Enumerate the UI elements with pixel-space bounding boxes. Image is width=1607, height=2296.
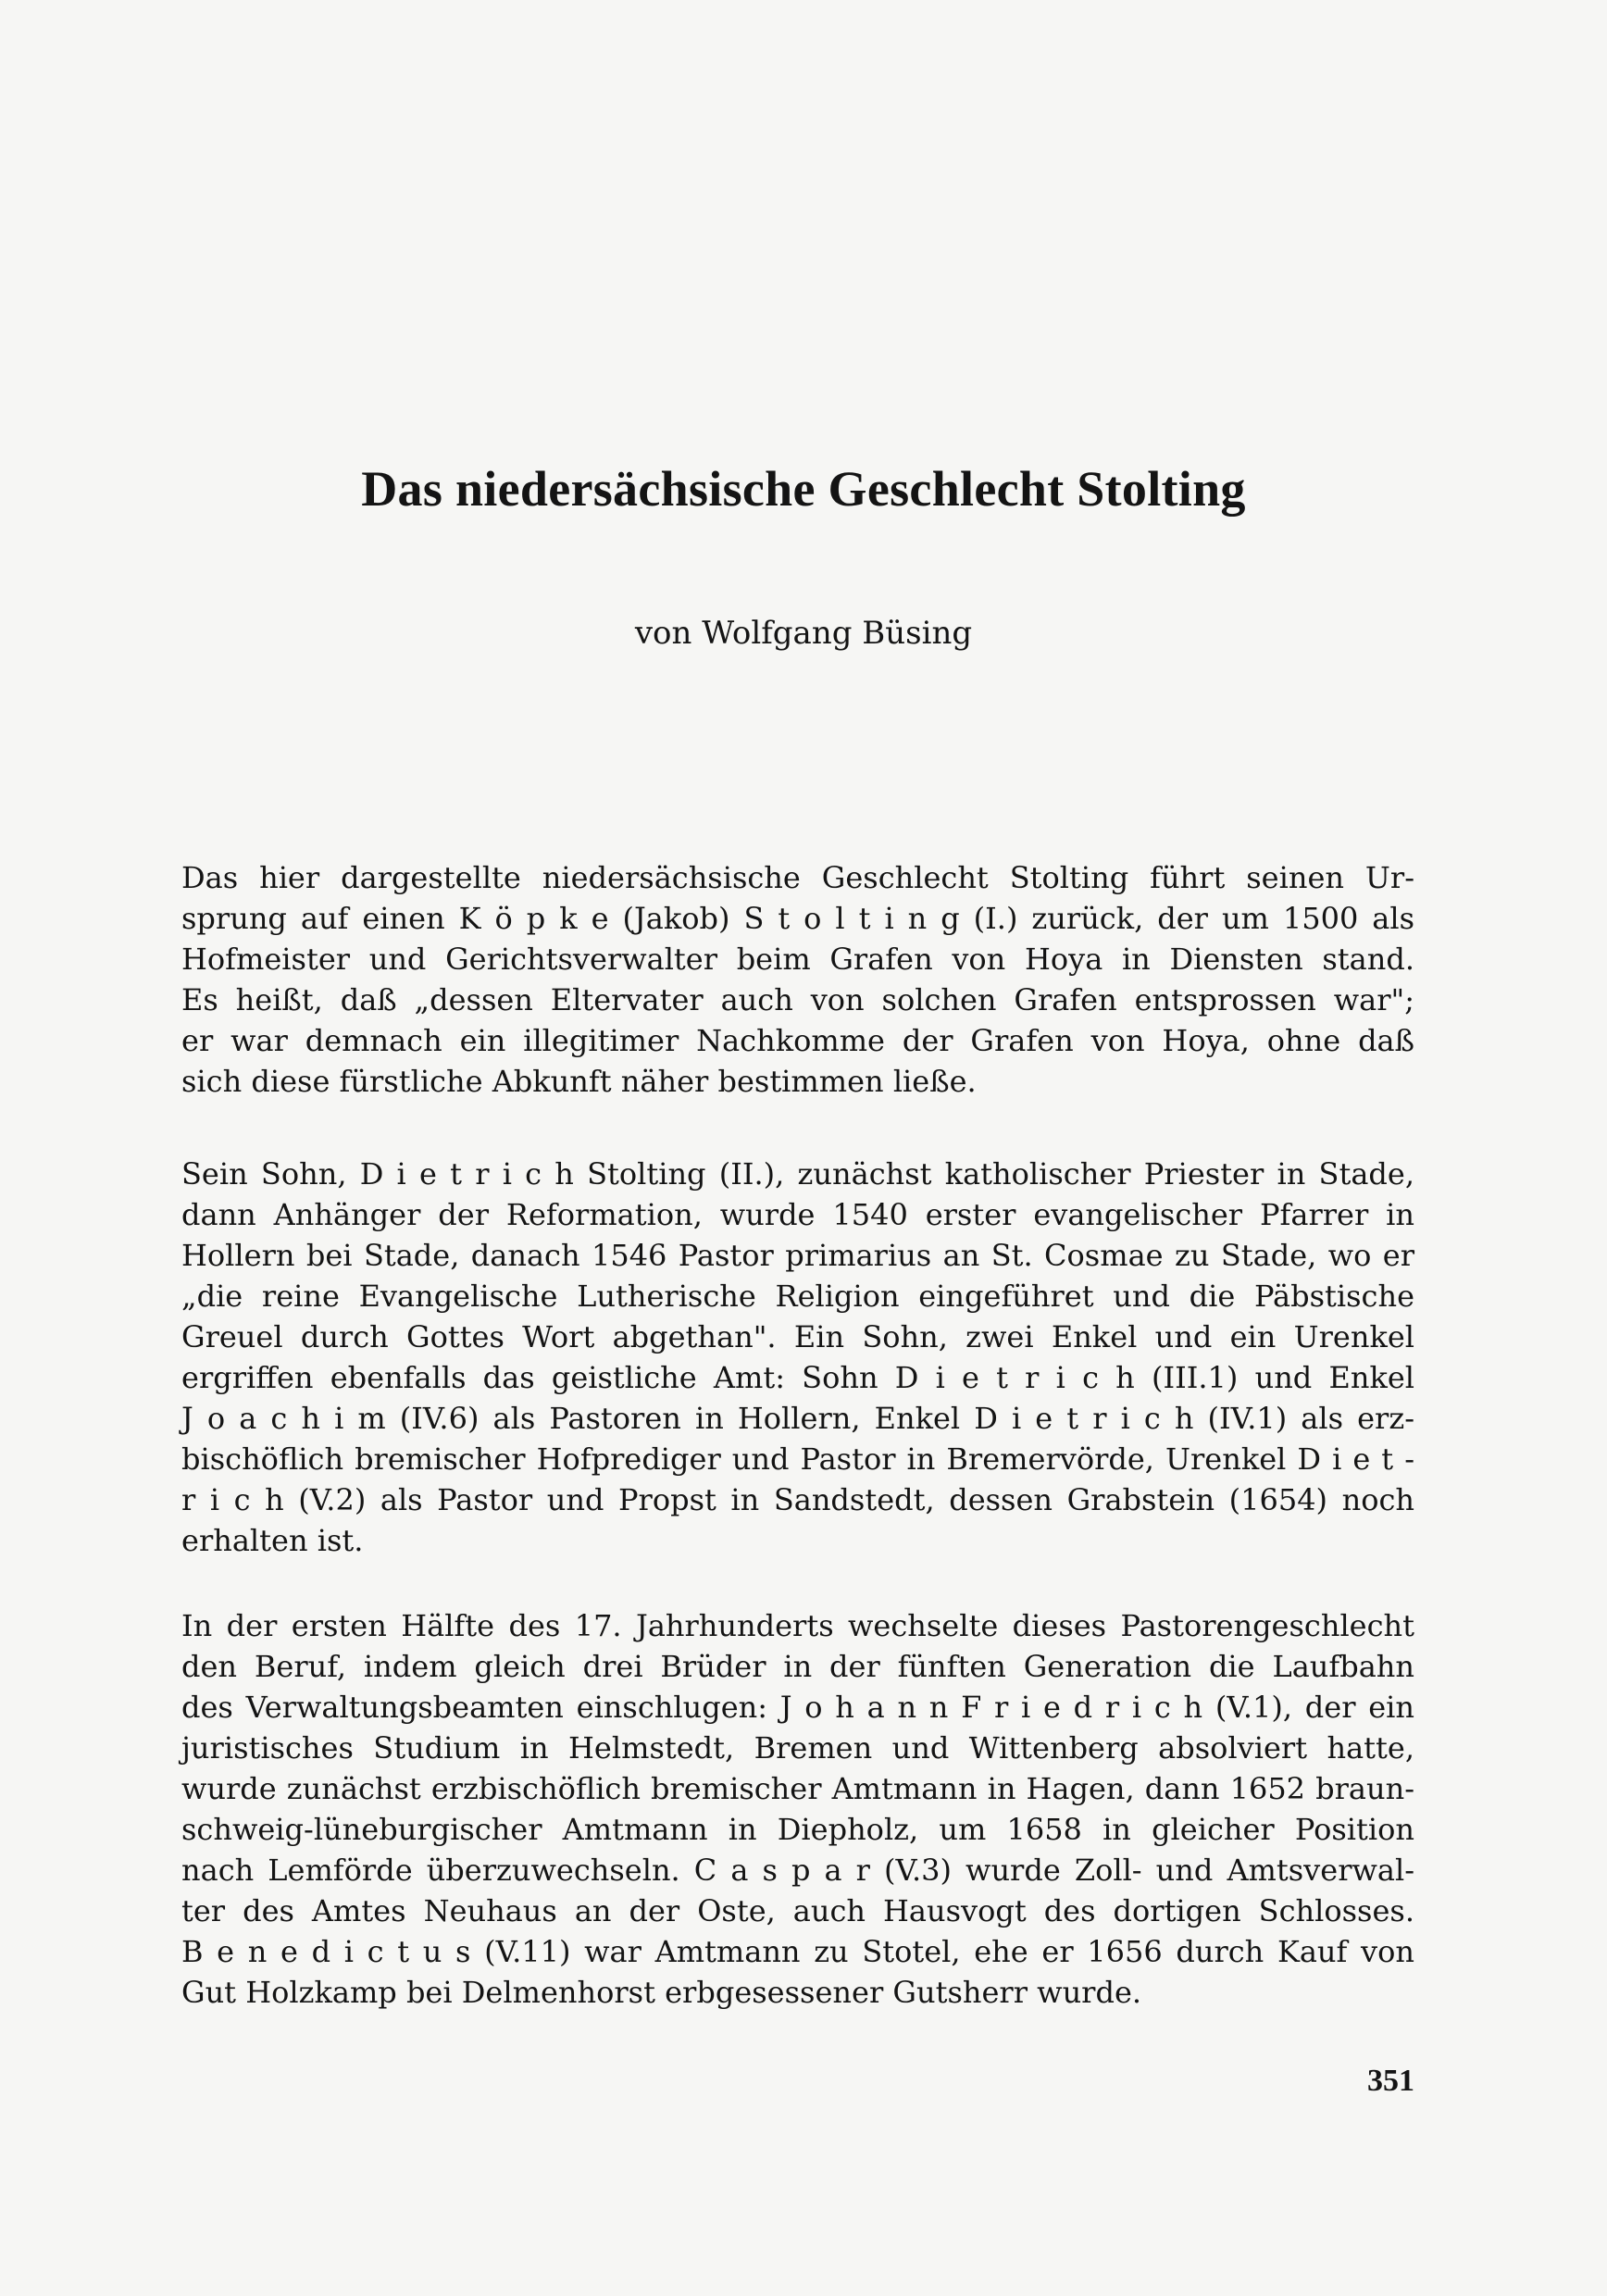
text-line: sich diese fürstliche Abkunft näher bestimmen ließe. bbox=[181, 1064, 977, 1099]
text-line: den Beruf, indem gleich drei Brüder in der fünften Generation die Laufbahn bbox=[181, 1649, 1414, 1684]
text-line: er war demnach ein illegitimer Nachkomme der Grafen von Hoya, ohne daß bbox=[181, 1023, 1414, 1058]
text-line: sprung auf einen K ö p k e (Jakob) S t o l t i n g (I.) zurück, der um 1500 als bbox=[181, 901, 1414, 936]
body-paragraph bbox=[181, 1605, 1414, 2013]
text-line: des Verwaltungsbeamten einschlugen: J o h a n n F r i e d r i c h (V.1), der ein bbox=[181, 1690, 1414, 1725]
text-line: Greuel durch Gottes Wort abgethan". Ein Sohn, zwei Enkel und ein Urenkel bbox=[181, 1319, 1414, 1354]
text-line: ergriffen ebenfalls das geistliche Amt: Sohn D i e t r i c h (III.1) und Enkel bbox=[181, 1360, 1414, 1395]
body-paragraph bbox=[181, 857, 1414, 1102]
page-number: 351 bbox=[1367, 2064, 1414, 2098]
text-line: juristisches Studium in Helmstedt, Bremen und Wittenberg absolviert hatte, bbox=[181, 1730, 1414, 1766]
text-line: r i c h (V.2) als Pastor und Propst in Sandstedt, dessen Grabstein (1654) noch bbox=[181, 1482, 1414, 1517]
text-line: erhalten ist. bbox=[181, 1523, 364, 1558]
text-line: Hollern bei Stade, danach 1546 Pastor primarius an St. Cosmae zu Stade, wo er bbox=[181, 1238, 1414, 1273]
text-line: Hofmeister und Gerichtsverwalter beim Grafen von Hoya in Diensten stand. bbox=[181, 942, 1414, 977]
text-line: In der ersten Hälfte des 17. Jahrhunderts wechselte dieses Pastorengeschlecht bbox=[181, 1608, 1414, 1643]
article-title: Das niedersächsische Geschlecht Stolting bbox=[361, 461, 1246, 517]
text-line: ter des Amtes Neuhaus an der Oste, auch Hausvogt des dortigen Schlosses. bbox=[181, 1893, 1414, 1928]
text-line: Sein Sohn, D i e t r i c h Stolting (II.), zunächst katholischer Priester in Stade, bbox=[181, 1156, 1414, 1192]
text-line: B e n e d i c t u s (V.11) war Amtmann zu Stotel, ehe er 1656 durch Kauf von bbox=[181, 1934, 1414, 1969]
text-line: Es heißt, daß „dessen Eltervater auch von solchen Grafen entsprossen war"; bbox=[181, 982, 1414, 1017]
text-line: Gut Holzkamp bei Delmenhorst erbgesessener Gutsherr wurde. bbox=[181, 1975, 1142, 2010]
text-line: bischöflich bremischer Hofprediger und Pastor in Bremervörde, Urenkel D i e t - bbox=[181, 1441, 1414, 1477]
text-line: schweig-lüneburgischer Amtmann in Diepholz, um 1658 in gleicher Position bbox=[181, 1812, 1414, 1847]
text-line: J o a c h i m (IV.6) als Pastoren in Hollern, Enkel D i e t r i c h (IV.1) als erz- bbox=[181, 1401, 1414, 1436]
text-line: nach Lemförde überzuwechseln. C a s p a r (V.3) wurde Zoll- und Amtsverwal- bbox=[181, 1853, 1414, 1888]
article-byline: von Wolfgang Büsing bbox=[634, 615, 973, 652]
text-line: wurde zunächst erzbischöflich bremischer Amtmann in Hagen, dann 1652 braun- bbox=[181, 1771, 1414, 1806]
text-line: Das hier dargestellte niedersächsische Geschlecht Stolting führt seinen Ur- bbox=[181, 860, 1414, 895]
body-paragraph bbox=[181, 1154, 1414, 1561]
text-line: dann Anhänger der Reformation, wurde 1540 erster evangelischer Pfarrer in bbox=[181, 1197, 1414, 1232]
text-line: „die reine Evangelische Lutherische Religion eingeführet und die Päbstische bbox=[181, 1279, 1414, 1314]
